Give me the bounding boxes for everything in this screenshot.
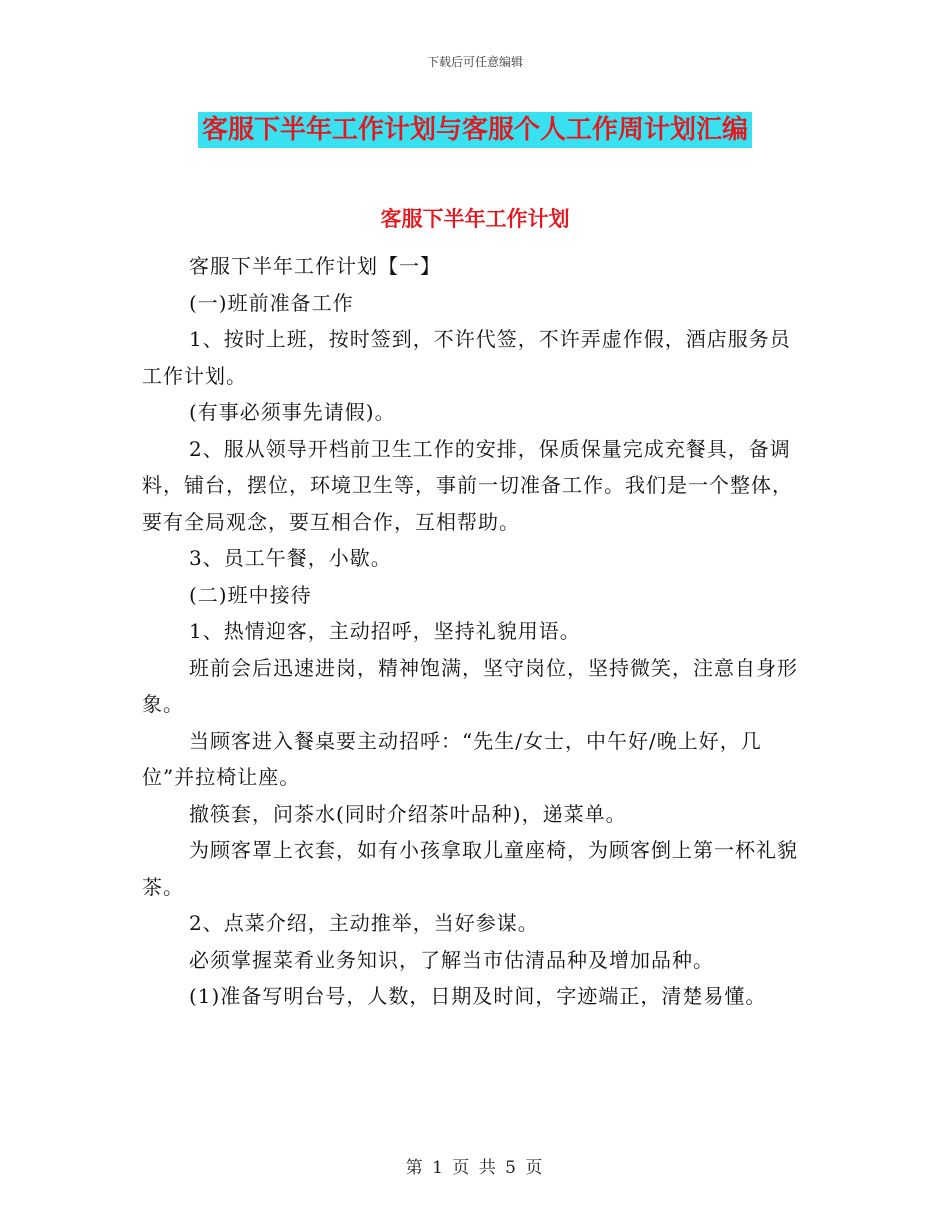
document-title: 客服下半年工作计划与客服个人工作周计划汇编 xyxy=(198,112,752,148)
paragraph: 班前会后迅速进岗，精神饱满，坚守岗位，坚持微笑，注意自身形象。 xyxy=(142,655,798,716)
paragraph: 2、服从领导开档前卫生工作的安排，保质保量完成充餐具，备调料，铺台，摆位，环境卫生等，事前一切准备工作。我们是一个整体，要有全局观念，要互相合作，互相帮助。 xyxy=(142,436,793,534)
paragraph: 为顾客罩上衣套，如有小孩拿取儿童座椅，为顾客倒上第一杯礼貌茶。 xyxy=(142,838,798,899)
paragraph: 1、按时上班，按时签到，不许代签，不许弄虚作假，酒店服务员工作计划。 xyxy=(142,327,791,388)
section-title: 客服下半年工作计划 xyxy=(380,207,570,231)
page-header-note: 下载后可任意编辑 xyxy=(426,55,523,69)
paragraph: 客服下半年工作计划【一】 xyxy=(189,254,441,278)
document-body xyxy=(142,248,808,1015)
paragraph: 1、热情迎客，主动招呼，坚持礼貌用语。 xyxy=(189,619,581,643)
paragraph: 3、员工午餐，小歇。 xyxy=(189,546,392,570)
page-number-footer: 第 1 页 共 5 页 xyxy=(405,1158,545,1178)
paragraph: (二)班中接待 xyxy=(189,582,312,607)
document-title-container xyxy=(0,112,950,148)
paragraph: (有事必须事先请假)。 xyxy=(189,400,396,424)
paragraph: 撤筷套，问茶水(同时介绍茶叶品种)，递菜单。 xyxy=(189,801,627,826)
paragraph: (一)班前准备工作 xyxy=(189,290,354,315)
paragraph: 2、点菜介绍，主动推举，当好参谋。 xyxy=(189,911,539,935)
paragraph: 必须掌握菜肴业务知识，了解当市估清品种及增加品种。 xyxy=(189,947,714,972)
paragraph: (1)准备写明台号，人数，日期及时间，字迹端正，清楚易懂。 xyxy=(189,984,767,1008)
paragraph: 当顾客进入餐桌要主动招呼：“先生/女士，中午好/晚上好，几位”并拉椅让座。 xyxy=(142,728,762,789)
